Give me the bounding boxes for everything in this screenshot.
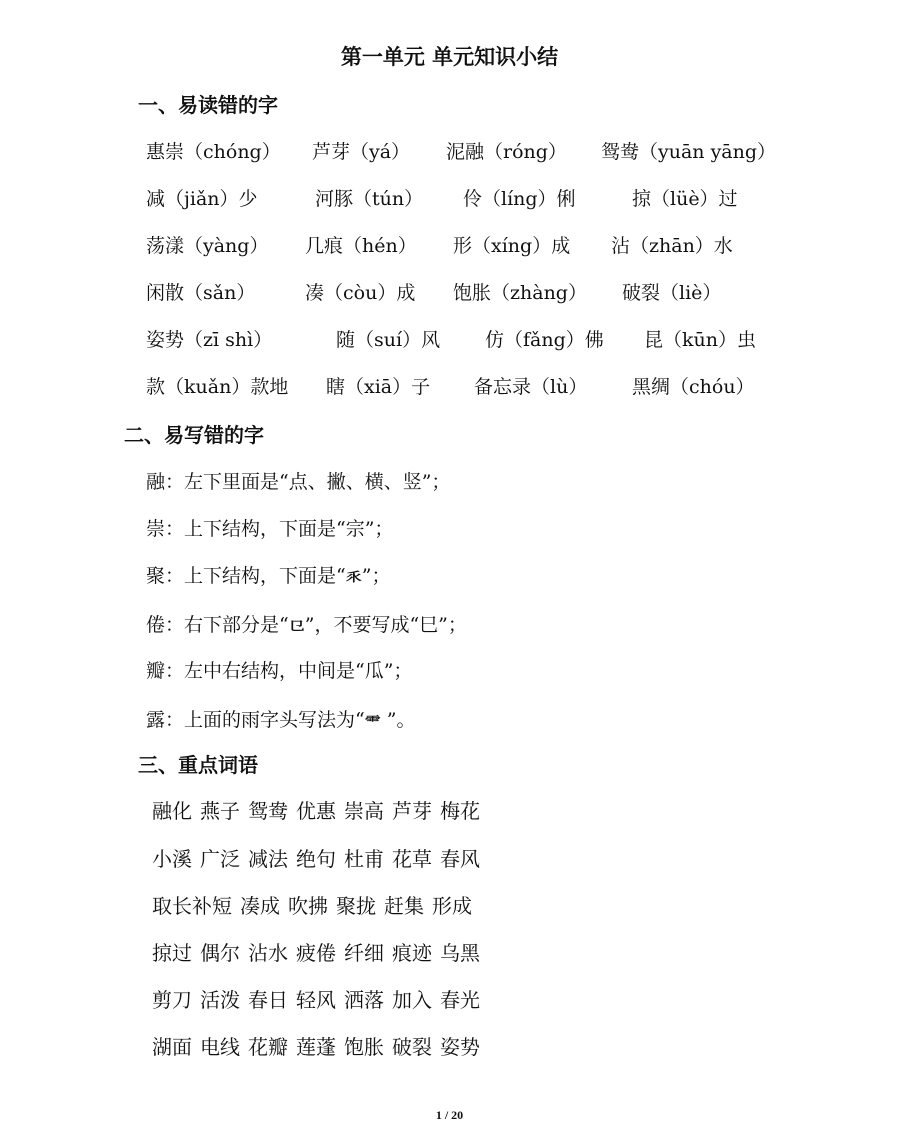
page-number: 1 / 20 (435, 1108, 464, 1122)
key-word: 疲倦 (296, 941, 336, 965)
pinyin-entry: 破裂（liè） (622, 282, 722, 304)
key-word: 活泼 (200, 988, 240, 1012)
pinyin-entry: 伶（líng）俐 (463, 188, 576, 210)
pinyin-entry: 随（suí）风 (336, 329, 441, 351)
key-word: 形成 (432, 894, 472, 918)
component-glyph: 乑 (345, 569, 362, 584)
pinyin-entry: 减（jiǎn）少 (146, 188, 258, 210)
key-word: 赶集 (384, 894, 424, 918)
key-word: 沾水 (248, 941, 288, 965)
writing-note: 崇：上下结构，下面是“宗”； (146, 518, 394, 540)
key-word: 电线 (200, 1035, 240, 1059)
word-row (152, 844, 488, 874)
section-heading-key-words: 三、重点词语 (138, 753, 258, 777)
key-word: 绝句 (296, 847, 336, 871)
pinyin-entry: 备忘录（lù） (474, 376, 588, 398)
writing-note: 瓣：左中右结构，中间是“瓜”； (146, 660, 413, 682)
pinyin-entry: 惠崇（chóng） (146, 141, 281, 163)
key-word: 梅花 (440, 799, 480, 823)
key-word: 燕子 (200, 799, 240, 823)
key-word: 破裂 (392, 1035, 432, 1059)
pinyin-entry: 河豚（tún） (315, 188, 424, 210)
pinyin-row (0, 184, 899, 214)
pinyin-entry: 昆（kūn）虫 (644, 329, 756, 351)
key-word: 纤细 (344, 941, 384, 965)
key-word: 优惠 (296, 799, 336, 823)
key-word: 轻风 (296, 988, 336, 1012)
pinyin-entry: 瞎（xiā）子 (326, 376, 431, 398)
note-text: ”，不要写成“巳”； (304, 614, 467, 636)
writing-note: 融：左下里面是“点、撇、横、竖”； (146, 471, 451, 493)
key-word: 春光 (440, 988, 480, 1012)
pinyin-entry: 凑（còu）成 (305, 282, 416, 304)
pinyin-entry: 形（xíng）成 (453, 235, 571, 257)
note-text: 倦：右下部分是“ (146, 614, 289, 636)
key-word: 小溪 (152, 847, 192, 871)
key-word: 芦芽 (392, 799, 432, 823)
pinyin-entry: 掠（lüè）过 (632, 188, 738, 210)
pinyin-entry: 泥融（róng） (446, 141, 567, 163)
key-word: 饱胀 (344, 1035, 384, 1059)
word-row (152, 891, 480, 921)
word-row (152, 985, 488, 1015)
component-glyph: 㔾 (288, 618, 305, 633)
key-word: 春风 (440, 847, 480, 871)
writing-note (146, 705, 416, 736)
key-word: 凑成 (240, 894, 280, 918)
pinyin-row (0, 372, 899, 402)
key-word: 花瓣 (248, 1035, 288, 1059)
pinyin-entry: 仿（fǎng）佛 (485, 329, 604, 351)
pinyin-entry: 鸳鸯（yuān yāng） (601, 141, 777, 163)
key-word: 痕迹 (392, 941, 432, 965)
key-word: 洒落 (344, 988, 384, 1012)
pinyin-entry: 黑绸（chóu） (632, 376, 755, 398)
pinyin-entry: 闲散（sǎn） (146, 282, 256, 304)
key-word: 莲蓬 (296, 1035, 336, 1059)
key-word: 取长补短 (152, 894, 232, 918)
section-heading-miswritten: 二、易写错的字 (124, 423, 264, 447)
pinyin-row (0, 278, 899, 308)
note-text: ”； (361, 565, 391, 587)
key-word: 鸳鸯 (248, 799, 288, 823)
pinyin-row (0, 325, 899, 355)
key-word: 姿势 (440, 1035, 480, 1059)
key-word: 吹拂 (288, 894, 328, 918)
component-glyph: ⻗ (364, 713, 381, 728)
word-row (152, 1032, 488, 1062)
note-text: 露：上面的雨字头写法为“ (146, 709, 365, 731)
pinyin-entry: 饱胀（zhàng） (453, 282, 587, 304)
key-word: 掠过 (152, 941, 192, 965)
key-word: 杜甫 (344, 847, 384, 871)
page-title: 第一单元 单元知识小结 (340, 45, 559, 69)
key-word: 聚拢 (336, 894, 376, 918)
pinyin-entry: 芦芽（yá） (312, 141, 411, 163)
writing-note (146, 561, 390, 592)
pinyin-row (0, 231, 899, 261)
pinyin-row (0, 137, 899, 167)
key-word: 融化 (152, 799, 192, 823)
key-word: 广泛 (200, 847, 240, 871)
note-text: 聚：上下结构，下面是“ (146, 565, 346, 587)
key-word: 乌黑 (440, 941, 480, 965)
key-word: 减法 (248, 847, 288, 871)
key-word: 剪刀 (152, 988, 192, 1012)
note-text: ”。 (380, 709, 416, 731)
writing-note (146, 610, 467, 641)
key-word: 春日 (248, 988, 288, 1012)
key-word: 花草 (392, 847, 432, 871)
pinyin-entry: 几痕（hén） (305, 235, 417, 257)
key-word: 偶尔 (200, 941, 240, 965)
pinyin-entry: 款（kuǎn）款地 (146, 376, 289, 398)
section-heading-misread: 一、易读错的字 (138, 93, 278, 117)
key-word: 湖面 (152, 1035, 192, 1059)
key-word: 加入 (392, 988, 432, 1012)
key-word: 崇高 (344, 799, 384, 823)
word-row (152, 938, 488, 968)
word-row (152, 796, 488, 826)
pinyin-entry: 沾（zhān）水 (611, 235, 733, 257)
pinyin-entry: 荡漾（yàng） (146, 235, 269, 257)
pinyin-entry: 姿势（zī shì） (146, 329, 273, 351)
